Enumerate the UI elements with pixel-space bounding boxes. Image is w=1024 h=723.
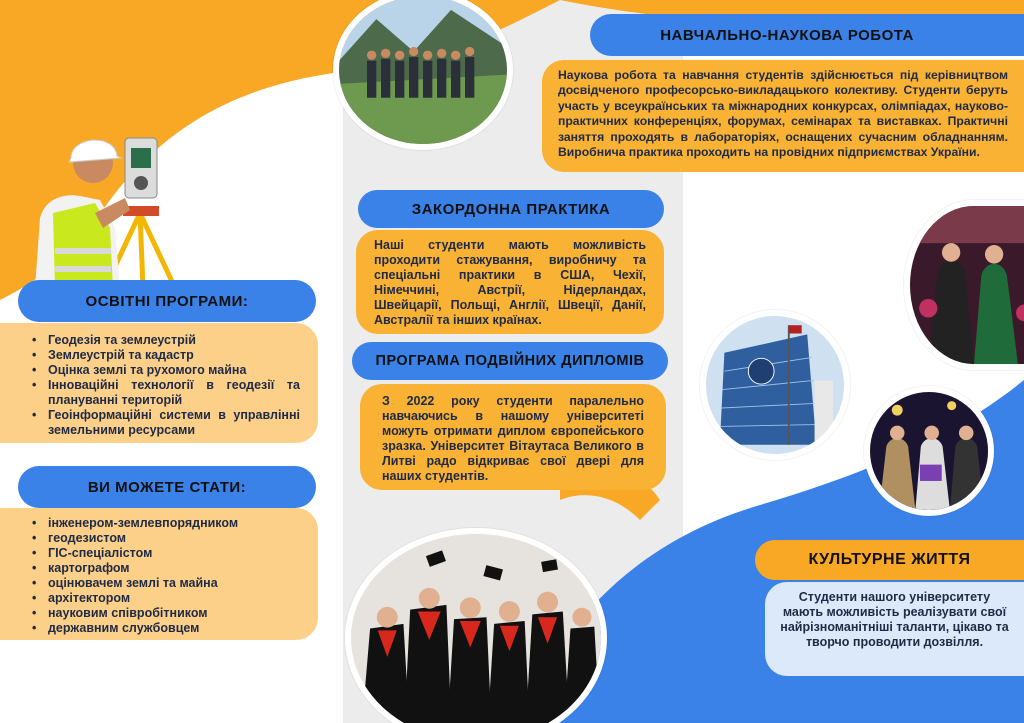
programs-item: • Оцінка землі та рухомого майна: [30, 363, 300, 378]
university-building-photo: [700, 310, 850, 460]
careers-title: ВИ МОЖЕТЕ СТАТИ:: [18, 466, 316, 508]
culture-text-box: [765, 582, 1024, 676]
research-text: Наукова робота та навчання студентів здійснюється під керівництвом досвідченого професорсько-викладацького колективу. Студенти беруть участь у всеукраїнських та міжнародних конкурсах, олімпіадах, науково-практичних конференціях, форумах, семінарах та виставках. Практичні заняття проходять в лабораторіях, оснащених сучасним обладнанням. Виробнича практика проходить на провідних підприємствах України.: [558, 68, 1008, 160]
careers-item: • державним службовцем: [30, 621, 300, 636]
careers-item: • геодезистом: [30, 531, 300, 546]
abroad-text: Наші студенти мають можливість проходити стажування, виробничу та спеціальні практики в США, Чехії, Німеччині, Австрії, Нідерландах, Швейцарії, Польщі, Англії, Швеції, Данії, Австралії та інших країнах.: [374, 238, 646, 327]
careers-item: • науковим співробітником: [30, 606, 300, 621]
programs-list-box: [0, 323, 318, 443]
careers-item: • картографом: [30, 561, 300, 576]
award-stage-photo: [864, 386, 994, 516]
programs-item: • Землеустрій та кадастр: [30, 348, 300, 363]
double-degree-title: ПРОГРАМА ПОДВІЙНИХ ДИПЛОМІВ: [352, 342, 668, 380]
careers-item: • оцінювачем землі та майна: [30, 576, 300, 591]
research-title: НАВЧАЛЬНО-НАУКОВА РОБОТА: [590, 14, 1024, 56]
programs-item: • Геоінформаційні системи в управлінні земельними ресурсами: [30, 408, 300, 438]
careers-item: • архітектором: [30, 591, 300, 606]
double-degree-text-box: [360, 384, 666, 490]
careers-item: • інженером-землевпорядником: [30, 516, 300, 531]
programs-item: • Геодезія та землеустрій: [30, 333, 300, 348]
culture-text: Студенти нашого університету мають можливість реалізувати свої найрізноманітніші таланти, цікаво та творчо проводити дозвілля.: [780, 590, 1009, 649]
careers-item: • ГІС-спеціалістом: [30, 546, 300, 561]
careers-list-box: [0, 508, 318, 640]
research-text-box: [542, 60, 1024, 172]
careers-list: [30, 516, 300, 636]
abroad-title: ЗАКОРДОННА ПРАКТИКА: [358, 190, 664, 228]
programs-title: ОСВІТНІ ПРОГРАМИ:: [18, 280, 316, 322]
culture-title: КУЛЬТУРНЕ ЖИТТЯ: [755, 540, 1024, 580]
programs-list: [30, 333, 300, 438]
programs-item: • Інноваційні технології в геодезії та плануванні територій: [30, 378, 300, 408]
double-degree-text: З 2022 року студенти паралельно навчаючись в нашому університеті можуть отримати диплом європейського зразка. Університет Вітаутаса Великого в Литві радо відкриває свої двері для наших студентів.: [382, 394, 644, 483]
surveyor-photo: [25, 118, 185, 288]
abroad-text-box: [356, 230, 664, 334]
